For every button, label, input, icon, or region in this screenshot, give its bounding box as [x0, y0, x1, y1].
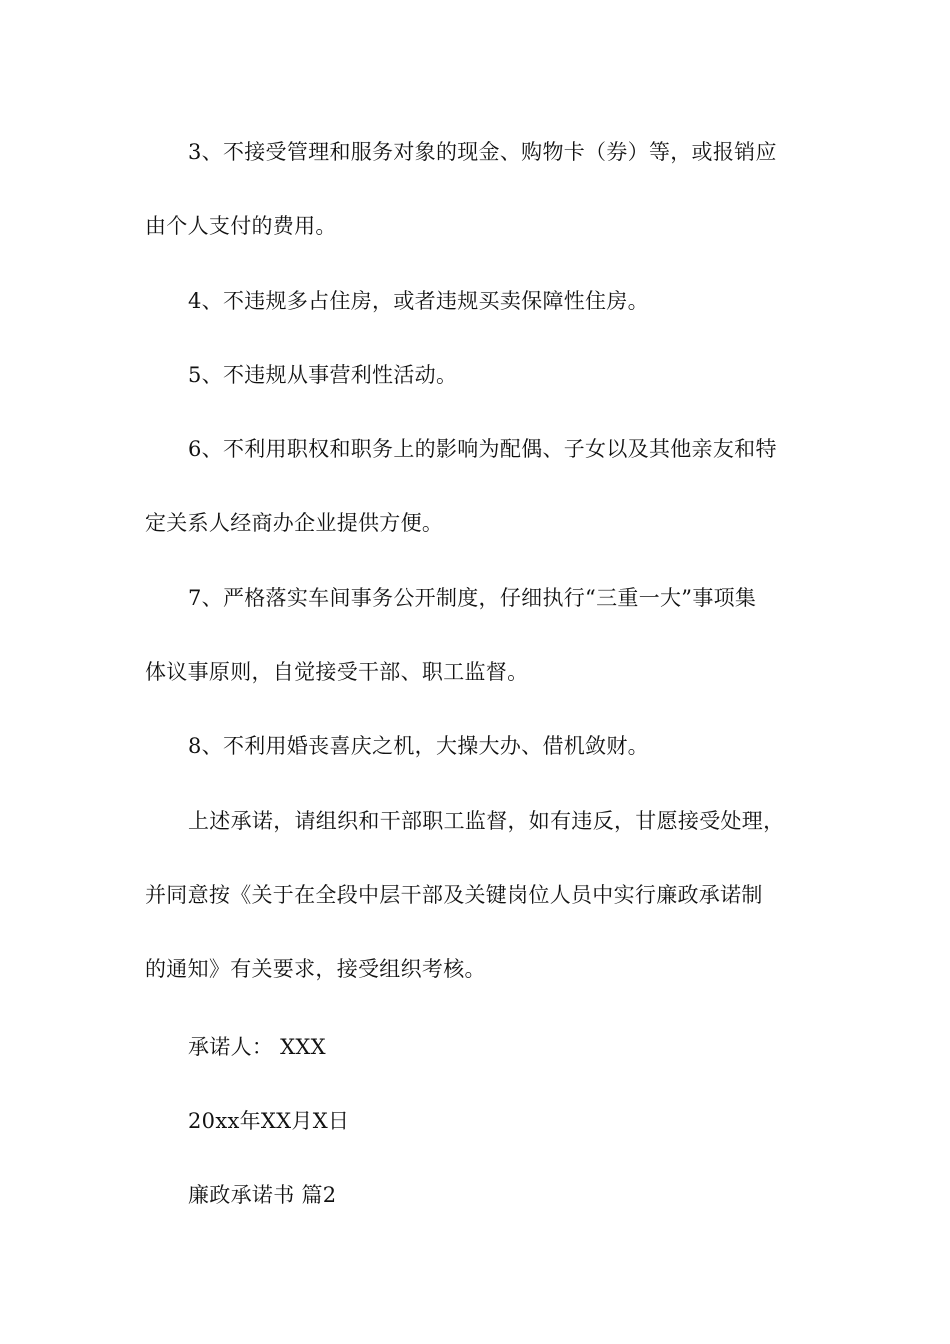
item-3-line-2: 由个人支付的费用。	[145, 214, 337, 238]
item-7-line-2: 体议事原则，自觉接受干部、职工监督。	[145, 660, 529, 684]
item-6-line-2: 定关系人经商办企业提供方便。	[145, 511, 444, 535]
item-5: 5、不违规从事营利性活动。	[188, 363, 458, 387]
signatory: 承诺人： XXX	[188, 1035, 326, 1059]
commitment-line-2: 并同意按《关于在全段中层干部及关键岗位人员中实行廉政承诺制	[145, 883, 763, 907]
item-7-line-1: 7、严格落实车间事务公开制度，仔细执行“三重一大”事项集	[188, 586, 757, 610]
item-6-line-1: 6、不利用职权和职务上的影响为配偶、子女以及其他亲友和特	[188, 437, 777, 461]
date: 20xx年XX月X日	[188, 1109, 350, 1133]
commitment-line-1: 上述承诺，请组织和干部职工监督，如有违反，甘愿接受处理，	[188, 809, 785, 833]
item-3-line-1: 3、不接受管理和服务对象的现金、购物卡（券）等，或报销应	[188, 140, 777, 164]
item-4: 4、不违规多占住房，或者违规买卖保障性住房。	[188, 289, 649, 313]
item-8: 8、不利用婚丧喜庆之机，大操大办、借机敛财。	[188, 734, 649, 758]
section-title: 廉政承诺书 篇2	[188, 1183, 337, 1207]
commitment-line-3: 的通知》有关要求，接受组织考核。	[145, 957, 486, 981]
